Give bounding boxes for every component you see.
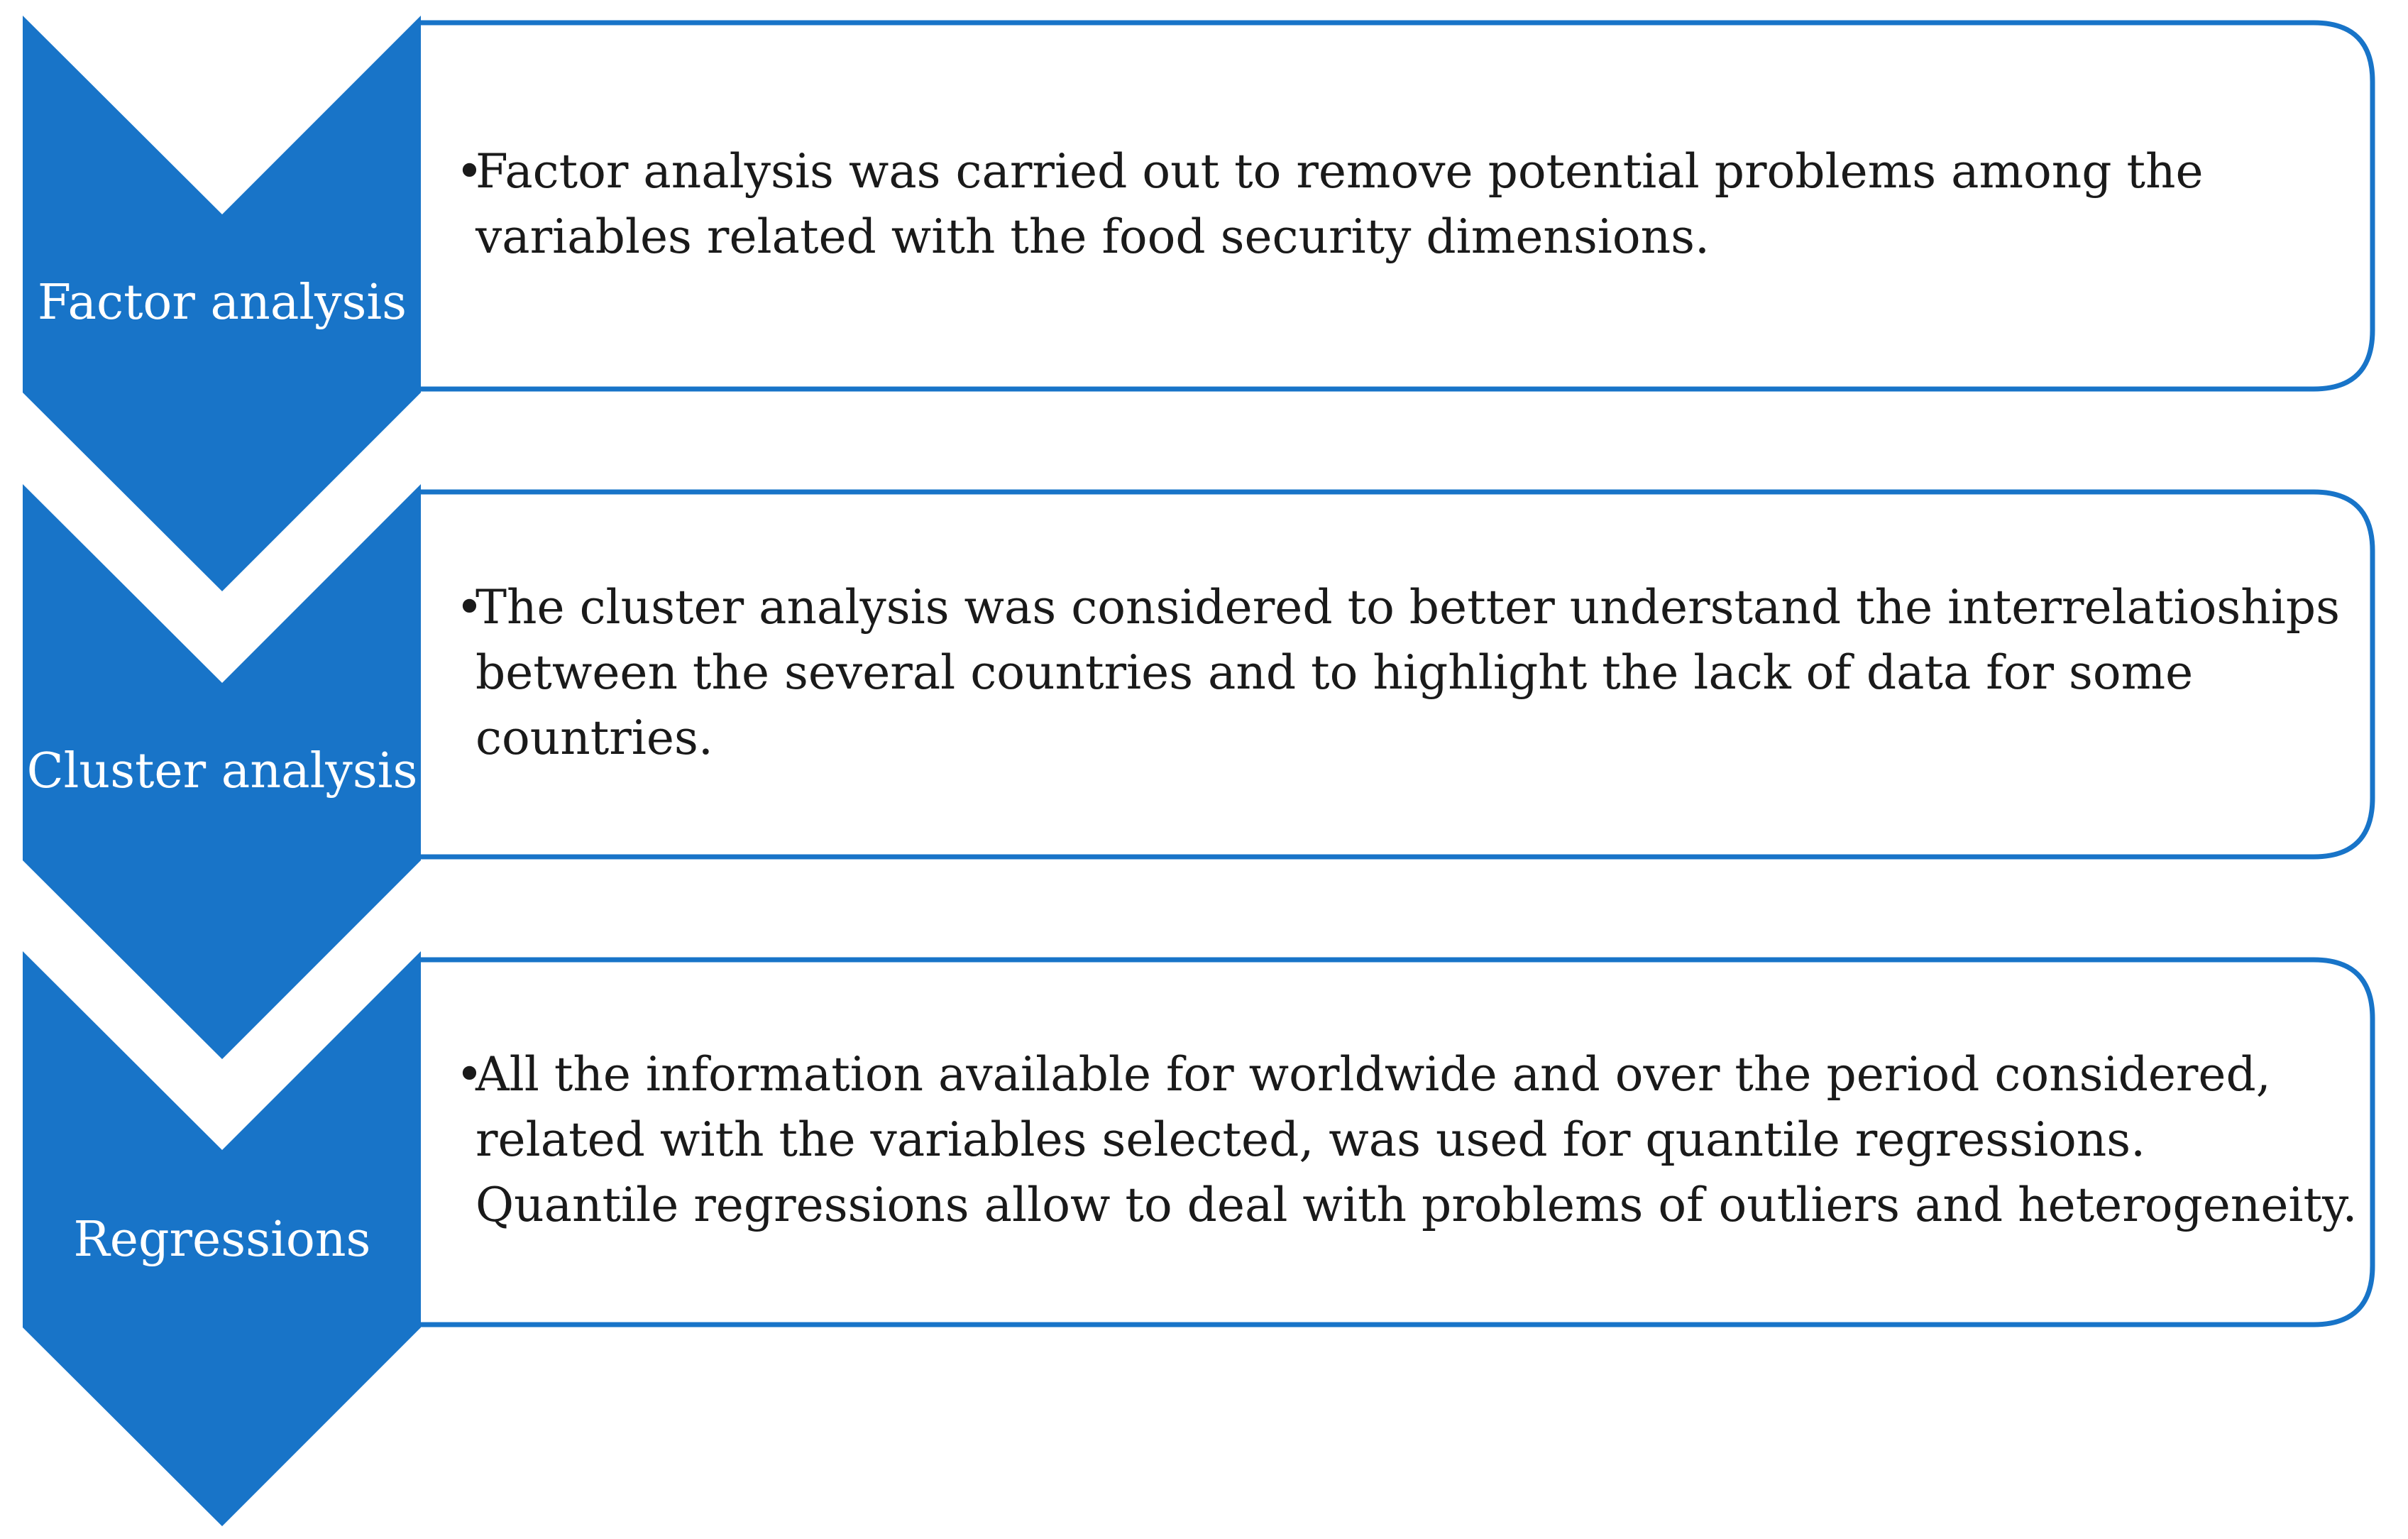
stage-description-factor-analysis [456,139,2363,270]
stage-description-regressions [456,1042,2363,1238]
bullet-marker: • [456,1047,483,1102]
bullet-marker: • [456,580,483,635]
stage-description-text: All the information available for worldwide and over the period considered, related with the variables selected, was used for quantile regressions. Quantile regressions allow to deal with problems of outliers and heterogeneity. [475,1047,2358,1232]
stage-label-cluster-analysis: Cluster analysis [26,743,418,799]
bullet-marker: • [456,144,483,199]
stage-description-text: Factor analysis was carried out to remove potential problems among the variables related with the food security dimensions. [475,144,2204,264]
stage-description-text: The cluster analysis was considered to better understand the interrelatioships between the several countries and to highlight the lack of data for some countries. [475,580,2340,765]
stage-label-factor-analysis: Factor analysis [37,275,407,331]
stage-description-cluster-analysis [456,575,2363,771]
stage-label-regressions: Regressions [73,1212,371,1268]
